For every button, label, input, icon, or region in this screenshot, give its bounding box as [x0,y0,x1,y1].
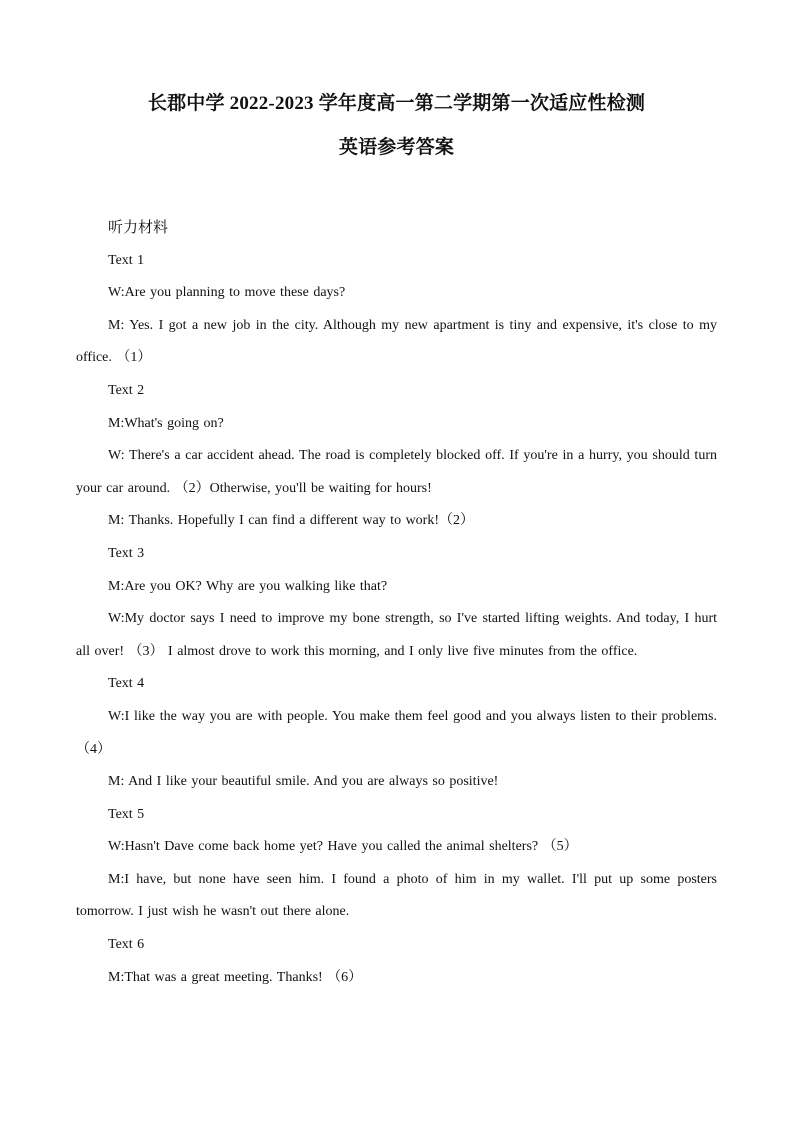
dialogue-line: M:Are you OK? Why are you walking like that? [108,578,388,594]
dialogue-line: M: Thanks. Hopefully I can find a different way to work!（2） [108,513,475,529]
section-title: 听力材料 [108,220,169,236]
dialogue-line: W:I like the way you are with people. You make them feel good and you always listen to their problems. （4） [76,708,717,757]
dialogue-line: M: Yes. I got a new job in the city. Although my new apartment is tiny and expensive, it's close to my office. （1） [76,317,717,366]
dialogue-line: W:Hasn't Dave come back home yet? Have you called the animal shelters? （5） [108,839,578,855]
dialogue-line: M:I have, but none have seen him. I found a photo of him in my wallet. I'll put up some posters tomorrow. I just wish he wasn't out there alone. [76,871,717,920]
document-title: 长郡中学 2022-2023 学年度高一第二学期第一次适应性检测 [147,93,646,114]
text-label-4: Text 4 [108,676,145,692]
dialogue-line: M:What's going on? [108,415,224,431]
dialogue-line: M:That was a great meeting. Thanks! （6） [108,969,363,985]
dialogue-line: M: And I like your beautiful smile. And you are always so positive! [108,774,499,790]
text-label-2: Text 2 [108,382,145,398]
text-label-5: Text 5 [108,806,145,822]
document-subtitle: 英语参考答案 [338,137,455,158]
dialogue-line: W:Are you planning to move these days? [108,285,346,301]
listening-material [76,212,717,994]
dialogue-line: W:My doctor says I need to improve my bone strength, so I've started lifting weights. And today, I hurt all over! （3） I almost drove to work this morning, and I only live five minutes from the office. [76,611,717,659]
dialogue-line: W: There's a car accident ahead. The road is completely blocked off. If you're in a hurry, you should turn your car around. （2）Otherwise, you'll be waiting for hours! [76,448,717,496]
text-label-6: Text 6 [108,937,145,953]
text-label-3: Text 3 [108,545,145,561]
text-label-1: Text 1 [108,252,145,268]
